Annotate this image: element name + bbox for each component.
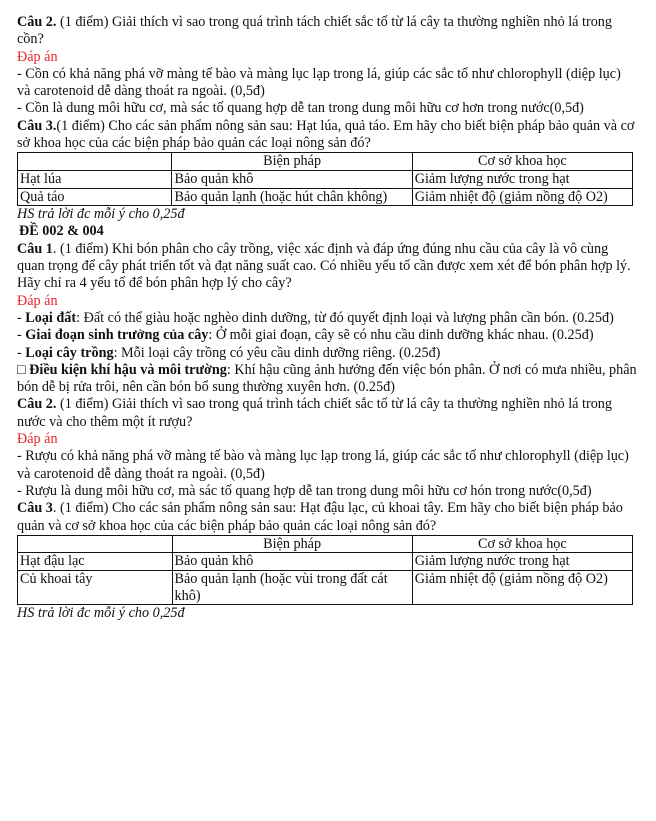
table-row bbox=[18, 188, 633, 206]
answer-line: - Rượu là dung môi hữu cơ, mà sác tố quang hợp dễ tan trong dung môi hữu cơ hón trong nước(0,5đ) bbox=[17, 482, 592, 499]
question-3 bbox=[17, 500, 637, 535]
question-2 bbox=[17, 396, 637, 431]
answer-keyword: Giai đoạn sinh trưởng của cây bbox=[25, 327, 209, 344]
table-header-cell bbox=[18, 535, 173, 553]
question-label: Câu 1 bbox=[17, 240, 53, 257]
table-cell: Quả táo bbox=[18, 188, 172, 206]
answer-table bbox=[17, 152, 633, 206]
table-cell: Củ khoai tây bbox=[18, 570, 173, 604]
question-text: (1 điểm) Cho các sản phẩm nông sản sau: Hạt lúa, quả táo. Em hãy cho biết biện pháp bảo quản và cơ sở khoa học của các biện pháp bảo quản các loại nông sản đó? bbox=[17, 117, 635, 152]
table-header-row bbox=[18, 535, 633, 553]
table-row bbox=[18, 570, 633, 604]
table-header-cell: Biện pháp bbox=[172, 535, 412, 553]
answer-text: : Ở mỗi giai đoạn, cây sẽ có nhu cầu dinh dưỡng khác nhau. (0.25đ) bbox=[208, 327, 594, 344]
table-cell: Bảo quản lạnh (hoặc vùi trong đất cát khô) bbox=[172, 570, 412, 604]
answer-table bbox=[17, 535, 633, 605]
exam-code-title: ĐỀ 002 & 004 bbox=[19, 223, 104, 240]
scoring-note: HS trả lời đc mỗi ý cho 0,25đ bbox=[17, 206, 185, 223]
question-text: (1 điểm) Giải thích vì sao trong quá trình tách chiết sắc tố từ lá cây ta thường nghiền nhỏ lá trong nước và cho thêm một ít rượu? bbox=[17, 396, 612, 430]
question-label: Câu 3 bbox=[17, 500, 53, 517]
scoring-note: HS trả lời đc mỗi ý cho 0,25đ bbox=[17, 605, 185, 622]
question-text: . (1 điểm) Khi bón phân cho cây trồng, việc xác định và đáp ứng đúng nhu cầu của cây là vô cùng quan trọng để cây phát triển tốt và đạt năng suất cao. Có nhiều yếu tố cần được xem xét để bón phân hợp lý. Hãy chỉ ra 4 yếu tố để bón phân hợp lý cho cây? bbox=[17, 240, 631, 292]
question-1 bbox=[17, 241, 637, 293]
answer-label: Đáp án bbox=[17, 48, 58, 65]
answer-keyword: Điều kiện khí hậu và môi trường bbox=[29, 361, 227, 378]
answer-label: Đáp án bbox=[17, 431, 58, 448]
answer-keyword: Loại đất bbox=[25, 309, 77, 326]
document-page bbox=[17, 14, 637, 622]
answer-prefix: - bbox=[17, 327, 26, 344]
table-header-cell: Cơ sở khoa học bbox=[412, 535, 632, 553]
checkbox-bullet: □ bbox=[17, 361, 30, 378]
answer-prefix: - bbox=[17, 344, 26, 361]
table-cell: Bảo quản khô bbox=[172, 170, 412, 188]
table-cell: Bảo quản khô bbox=[172, 553, 412, 571]
question-label: Câu 3. bbox=[17, 117, 57, 134]
question-text: (1 điểm) Giải thích vì sao trong quá trình tách chiết sắc tố từ lá cây ta thường nghiền nhỏ lá trong cồn? bbox=[17, 14, 612, 48]
table-cell: Giảm lượng nước trong hạt bbox=[412, 170, 632, 188]
question-text: . (1 điểm) Cho các sản phẩm nông sản sau: Hạt đậu lạc, củ khoai tây. Em hãy cho biết biện pháp bảo quản và cơ sở khoa học của các biện pháp bảo quản các loại nông sản đó? bbox=[17, 500, 623, 534]
answer-line: - Cồn là dung môi hữu cơ, mà sác tố quang hợp dễ tan trong dung môi hữu cơ hơn trong nước(0,5đ) bbox=[17, 100, 584, 117]
table-header-cell: Cơ sở khoa học bbox=[412, 153, 632, 171]
answer-text: : Đất có thể giàu hoặc nghèo dinh dưỡng, từ đó quyết định loại và lượng phân cần bón. (0.25đ) bbox=[76, 309, 614, 326]
answer-line bbox=[17, 327, 637, 344]
table-cell: Bảo quản lạnh (hoặc hút chân không) bbox=[172, 188, 412, 206]
table-cell: Hạt lúa bbox=[18, 170, 172, 188]
answer-line bbox=[17, 362, 637, 397]
answer-label: Đáp án bbox=[17, 292, 58, 309]
table-cell: Giảm nhiệt độ (giảm nồng độ O2) bbox=[412, 570, 632, 604]
table-cell: Giảm lượng nước trong hạt bbox=[412, 553, 632, 571]
table-cell: Hạt đậu lạc bbox=[18, 553, 173, 571]
question-label: Câu 2. bbox=[17, 14, 57, 30]
table-header-cell bbox=[18, 153, 172, 171]
question-2 bbox=[17, 14, 637, 49]
table-row bbox=[18, 170, 633, 188]
answer-line: - Cồn có khả năng phá vỡ màng tế bào và màng lục lạp trong lá, giúp các sắc tố như chlorophyll (diệp lục) và carotenoid dễ dàng thoát ra ngoài. (0,5đ) bbox=[17, 65, 621, 100]
table-cell: Giảm nhiệt độ (giảm nồng độ O2) bbox=[412, 188, 632, 206]
answer-prefix: - bbox=[17, 309, 26, 326]
answer-line bbox=[17, 345, 637, 362]
question-label: Câu 2. bbox=[17, 396, 57, 413]
answer-line: - Rượu có khả năng phá vỡ màng tế bào và màng lục lạp trong lá, giúp các sắc tố như chlorophyll (diệp lục) và carotenoid dễ dàng thoát ra ngoài. (0,5đ) bbox=[17, 448, 629, 482]
answer-keyword: Loại cây trồng bbox=[25, 344, 114, 361]
answer-text: : Mỗi loại cây trồng có yêu cầu dinh dưỡng riêng. (0.25đ) bbox=[113, 344, 441, 361]
answer-text: : Khí hậu cũng ảnh hưởng đến việc bón phân. Ở nơi có mưa nhiều, phân bón dễ bị rửa trôi, nên cần bón bổ sung thường xuyên hơn. (0.25đ) bbox=[17, 361, 637, 396]
table-row bbox=[18, 553, 633, 571]
table-header-cell: Biện pháp bbox=[172, 153, 412, 171]
table-header-row bbox=[18, 153, 633, 171]
question-3 bbox=[17, 118, 637, 153]
answer-line bbox=[17, 310, 637, 327]
